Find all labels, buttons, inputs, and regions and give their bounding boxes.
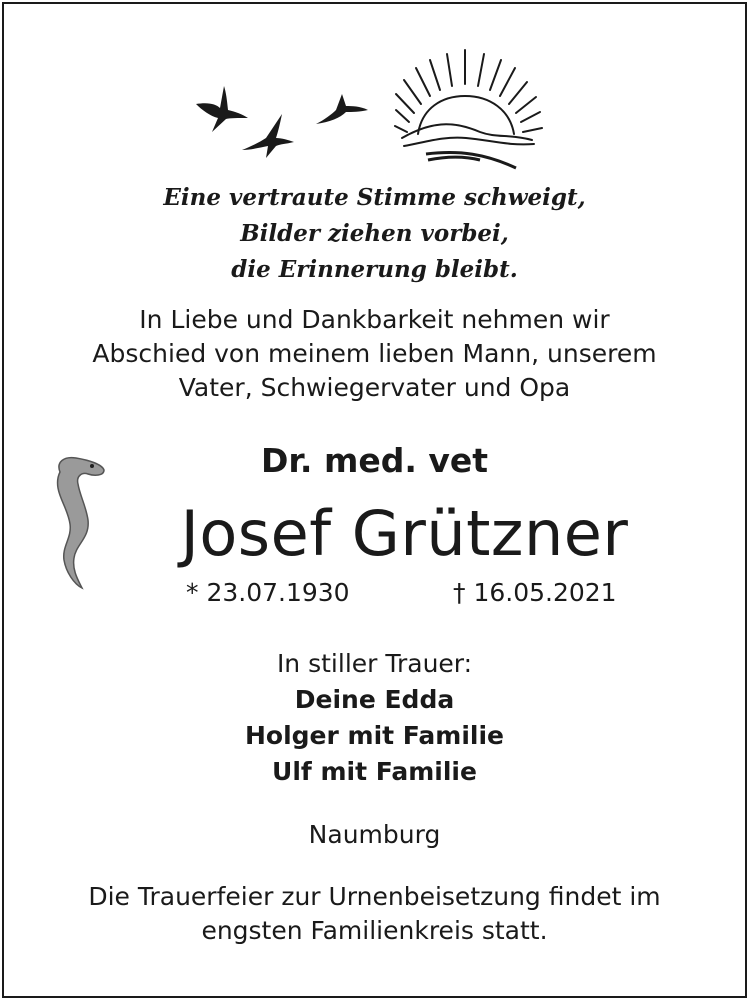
intro-line: Abschied von meinem lieben Mann, unserem	[92, 339, 657, 368]
funeral-note-line: engsten Familienkreis statt.	[201, 916, 548, 945]
birth-date: * 23.07.1930	[186, 578, 350, 607]
quote-line: Eine vertraute Stimme schweigt,	[163, 184, 586, 211]
mourners-list	[0, 682, 749, 790]
deceased-name: Josef Grützner	[180, 497, 629, 570]
place: Naumburg	[308, 820, 441, 849]
intro-line: Vater, Schwiegervater und Opa	[178, 373, 571, 402]
quote-line: Bilder ziehen vorbei,	[240, 220, 509, 247]
mourner-name: Ulf mit Familie	[272, 757, 477, 786]
funeral-note	[0, 880, 749, 948]
academic-title: Dr. med. vet	[260, 441, 489, 480]
mourners-heading: In stiller Trauer:	[276, 649, 473, 678]
funeral-note-line: Die Trauerfeier zur Urnenbeisetzung findet im	[88, 882, 661, 911]
mourner-name: Holger mit Familie	[244, 721, 505, 750]
flying-birds-and-sunrise-icon	[190, 42, 550, 172]
memorial-quote	[0, 180, 749, 288]
quote-line: die Erinnerung bleibt.	[231, 256, 518, 283]
mourner-name: Deine Edda	[294, 685, 455, 714]
intro-text	[0, 303, 749, 405]
death-date: † 16.05.2021	[453, 578, 617, 607]
intro-line: In Liebe und Dankbarkeit nehmen wir	[139, 305, 610, 334]
